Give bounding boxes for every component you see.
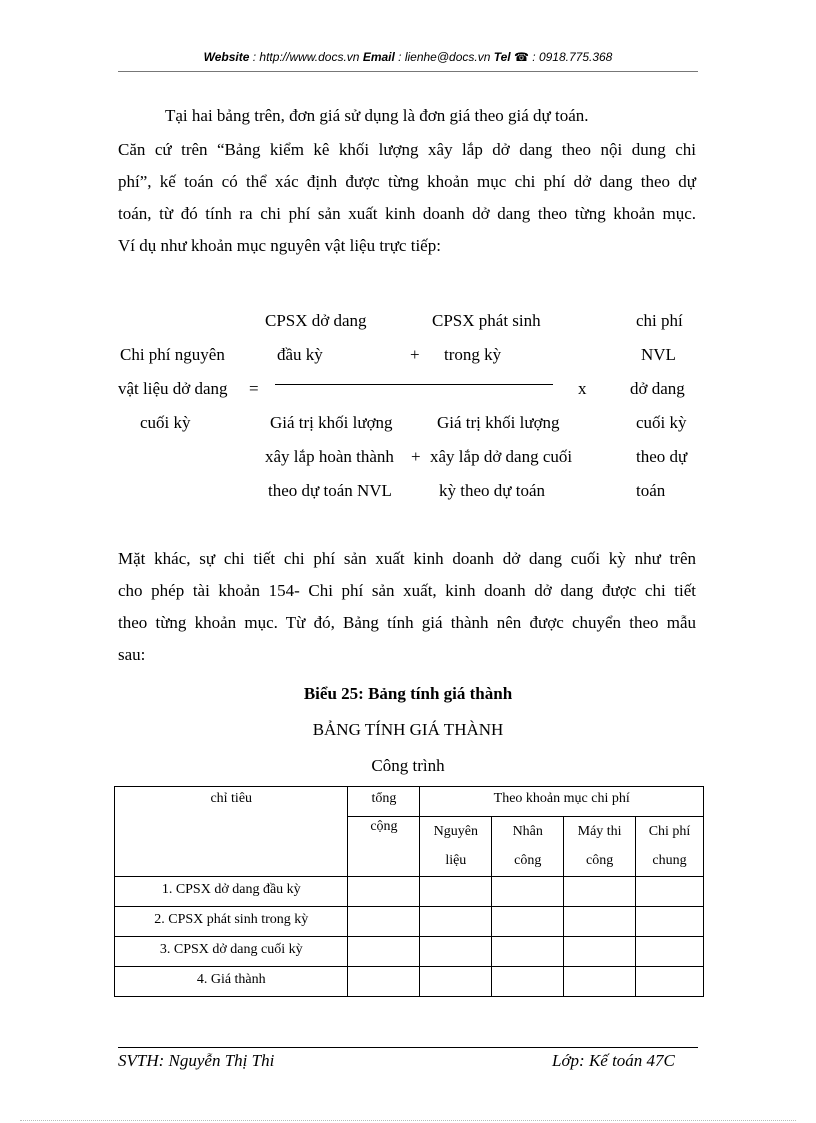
table-cell [492, 937, 564, 967]
tel-number: : 0918.775.368 [528, 50, 613, 64]
fraction-bar [275, 384, 553, 385]
paragraph-1 [118, 134, 696, 262]
table-cell [348, 967, 420, 997]
table-row [115, 907, 704, 937]
paragraph-line: Ví dụ như khoản mục nguyên vật liệu trực tiếp: [118, 236, 441, 255]
paragraph-line: cho phép tài khoản 154- Chi phí sản xuất, kinh doanh dở dang được chi tiết [118, 581, 696, 600]
denominator-term-2-line-1: Giá trị khối lượng [437, 413, 560, 432]
lhs-line-1: Chi phí nguyên [120, 345, 225, 364]
paragraph-line: Căn cứ trên “Bảng kiểm kê khối lượng xây lắp dở dang theo nội dung chi [118, 140, 696, 159]
table-cell [564, 907, 636, 937]
header-tong-cong-line-2: cộng [348, 817, 420, 877]
lhs-line-3: cuối kỳ [140, 413, 191, 432]
denominator-term-1-line-3: theo dự toán NVL [268, 481, 392, 500]
numerator-term-1-line-2: đầu kỳ [277, 345, 323, 364]
email-label: Email [362, 50, 395, 64]
table-caption: Biểu 25: Bảng tính giá thành [303, 684, 513, 703]
rhs-line-2: NVL [641, 345, 676, 364]
denominator-term-1-line-1: Giá trị khối lượng [270, 413, 393, 432]
plus-sign-denominator: + [411, 447, 421, 466]
table-cell [636, 877, 704, 907]
table-cell [492, 967, 564, 997]
table-cell [492, 877, 564, 907]
header-chi-phi-chung: Chi phí chung [636, 817, 704, 877]
row-label: 4. Giá thành [115, 967, 348, 997]
header-chi-tieu: chỉ tiêu [115, 787, 348, 877]
table-title: BẢNG TÍNH GIÁ THÀNH [312, 720, 504, 739]
denominator-term-2-line-3: kỳ theo dự toán [439, 481, 546, 500]
table-row [115, 967, 704, 997]
footer-class: Lớp: Kế toán 47C [552, 1051, 675, 1070]
website-label: Website [203, 50, 250, 64]
rhs-line-5: theo dự [636, 447, 688, 466]
intro-line [165, 100, 705, 132]
footer-author: SVTH: Nguyễn Thị Thi [118, 1051, 275, 1070]
paragraph-line: Mặt khác, sự chi tiết chi phí sản xuất kinh doanh dở dang cuối kỳ như trên [118, 549, 696, 568]
numerator-term-1-line-1: CPSX dở dang [265, 311, 367, 330]
table-cell [348, 937, 420, 967]
website-url[interactable]: : http://www.docs.vn [249, 50, 363, 64]
table-cell [564, 937, 636, 967]
times-sign: x [578, 379, 587, 398]
table-cell [420, 877, 492, 907]
paragraph-line: theo từng khoản mục. Từ đó, Bảng tính giá thành nên được chuyển theo mẫu [118, 613, 696, 632]
table-cell [636, 907, 704, 937]
header-nhan-cong: Nhân công [492, 817, 564, 877]
rhs-line-1: chi phí [636, 311, 683, 330]
cost-table [114, 786, 704, 997]
table-cell [492, 907, 564, 937]
denominator-term-2-line-2: xây lắp dở dang cuối [430, 447, 573, 466]
paragraph-line: sau: [118, 645, 146, 664]
header-theo-khoan-muc: Theo khoản mục chi phí [420, 787, 704, 817]
paragraph-2 [118, 543, 696, 671]
table-row [115, 937, 704, 967]
table-cell [564, 967, 636, 997]
page-bottom-border [20, 1120, 796, 1121]
intro-text: Tại hai bảng trên, đơn giá sử dụng là đơn giá theo giá dự toán. [165, 106, 589, 125]
header-divider [118, 71, 698, 72]
numerator-term-2-line-2: trong kỳ [444, 345, 502, 364]
table-cell [348, 907, 420, 937]
denominator-term-1-line-2: xây lắp hoàn thành [265, 447, 394, 466]
table-cell [420, 937, 492, 967]
table-row [115, 877, 704, 907]
table-cell [636, 937, 704, 967]
page-header [118, 50, 698, 70]
phone-icon: ☎ [513, 50, 529, 64]
plus-sign-numerator: + [410, 345, 420, 364]
header-may-thi-cong: Máy thi công [564, 817, 636, 877]
tel-label: Tel [493, 50, 511, 64]
table-cell [420, 907, 492, 937]
row-label: 2. CPSX phát sinh trong kỳ [115, 907, 348, 937]
table-cell [420, 967, 492, 997]
table-cell [636, 967, 704, 997]
paragraph-line: toán, từ đó tính ra chi phí sản xuất kinh doanh dở dang theo từng khoản mục. [118, 204, 696, 223]
table-header-row [115, 787, 704, 817]
numerator-term-2-line-1: CPSX phát sinh [432, 311, 541, 330]
lhs-line-2: vật liệu dở dang [118, 379, 228, 398]
rhs-line-3: dở dang [630, 379, 685, 398]
rhs-line-6: toán [636, 481, 666, 500]
footer-divider [118, 1047, 698, 1048]
equals-sign: = [249, 379, 259, 398]
row-label: 3. CPSX dở dang cuối kỳ [115, 937, 348, 967]
table-cell [348, 877, 420, 907]
rhs-line-4: cuối kỳ [636, 413, 687, 432]
table-cell [564, 877, 636, 907]
paragraph-line: phí”, kế toán có thể xác định được từng khoản mục chi phí dở dang theo dự [118, 172, 696, 191]
row-label: 1. CPSX dở dang đầu kỳ [115, 877, 348, 907]
email-address[interactable]: : lienhe@docs.vn [394, 50, 494, 64]
header-nguyen-lieu: Nguyên liệu [420, 817, 492, 877]
table-subtitle: Công trình [371, 756, 445, 775]
header-tong-cong-line-1: tổng [348, 787, 420, 817]
